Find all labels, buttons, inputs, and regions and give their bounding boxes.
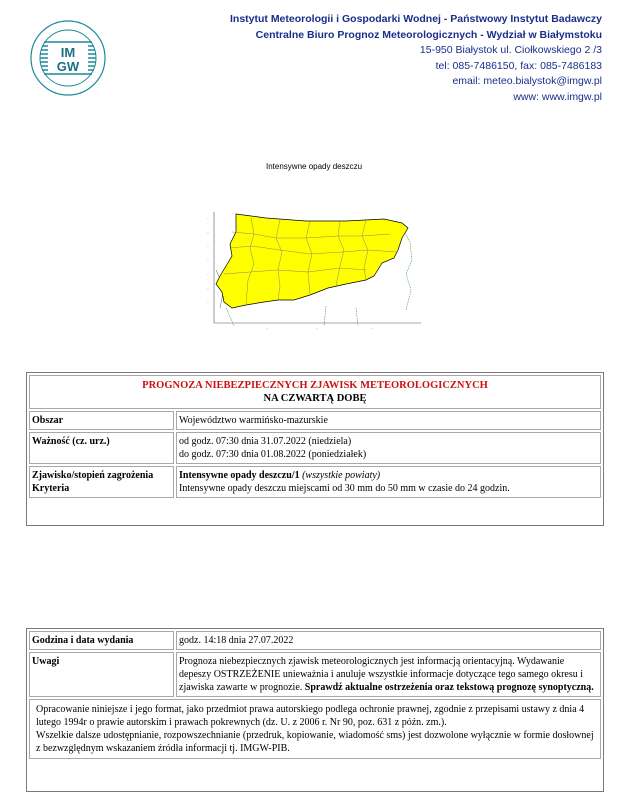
validity-to: do godz. 07:30 dnia 01.08.2022 (poniedziałek) — [179, 449, 367, 460]
issued-label: Godzina i data wydania — [29, 631, 174, 650]
institute-header — [202, 12, 602, 105]
svg-text:IM: IM — [60, 45, 76, 60]
region-shape — [216, 214, 408, 308]
warning-title-sub: NA CZWARTĄ DOBĘ — [263, 393, 367, 404]
svg-text:··: ·· — [207, 287, 210, 291]
svg-text:··: ·· — [316, 327, 319, 331]
criteria-label: Kryteria — [32, 483, 70, 494]
issue-table — [26, 628, 604, 792]
email: email: meteo.bialystok@imgw.pl — [452, 75, 602, 87]
warning-title-main: PROGNOZA NIEBEZPIECZNYCH ZJAWISK METEOROLOGICZNYCH — [142, 380, 488, 391]
svg-text:··: ·· — [207, 273, 210, 277]
phone-fax: tel: 085-7486150, fax: 085-7486183 — [435, 59, 602, 72]
address: 15-950 Białystok ul. Ciołkowskiego 2 /3 — [419, 44, 602, 56]
svg-text:··: ·· — [371, 327, 374, 331]
svg-text:··: ·· — [207, 217, 210, 221]
warning-table — [26, 372, 604, 526]
phenomenon-value: Intensywne opady deszczu/1 — [179, 470, 300, 481]
svg-text:··: ·· — [207, 245, 210, 249]
notes-bold: Sprawdź aktualne ostrzeżenia oraz tekstową prognozę synoptyczną. — [304, 682, 594, 693]
warning-map — [206, 208, 426, 343]
copyright-notice — [29, 699, 601, 759]
copyright-p2: Wszelkie dalsze udostępnianie, rozpowszechnianie (przedruk, kopiowanie, wiadomość sms) jest dozwolone wyłącznie w formie dosłownej z bezwzględnym wskazaniem źródła informacji tj. IMGW-PIB. — [36, 730, 594, 754]
svg-text:··: ·· — [207, 301, 210, 305]
copyright-p1: Opracowanie niniejsze i jego format, jako przedmiot prawa autorskiego podlega ochronie prawnej, zgodnie z przepisami ustawy z dnia 4 lutego 1994r o prawie autorskim i prawach pokrewnych (dz. U. z 2006 r. Nr 90, poz. 631 z późn. zm.). — [36, 704, 585, 728]
warning-title — [29, 375, 601, 409]
phenomenon-scope: (wszystkie powiaty) — [302, 470, 381, 481]
validity-value — [176, 432, 601, 464]
area-value: Województwo warmińsko-mazurskie — [176, 411, 601, 430]
website: www: www.imgw.pl — [513, 90, 602, 103]
office-name: Centralne Biuro Prognoz Meteorologicznych - Wydział w Białymstoku — [255, 28, 602, 41]
svg-text:··: ·· — [207, 231, 210, 235]
area-label: Obszar — [29, 411, 174, 430]
notes-label: Uwagi — [29, 652, 174, 697]
institute-name: Instytut Meteorologii i Gospodarki Wodnej - Państwowy Instytut Badawczy — [229, 13, 602, 25]
issued-value: godz. 14:18 dnia 27.07.2022 — [176, 631, 601, 650]
map-title: Intensywne opady deszczu — [266, 162, 363, 171]
criteria-value: Intensywne opady deszczu miejscami od 30 mm do 50 mm w czasie do 24 godzin. — [179, 483, 510, 494]
phenomenon-criteria-value — [176, 466, 601, 498]
notes-value — [176, 652, 601, 697]
phenomenon-criteria-label — [29, 466, 174, 498]
validity-label: Ważność (cz. urz.) — [29, 432, 174, 464]
validity-from: od godz. 07:30 dnia 31.07.2022 (niedziela) — [179, 436, 352, 447]
svg-text:··: ·· — [266, 327, 269, 331]
notes-text: Prognoza niebezpiecznych zjawisk meteorologicznych jest informacją orientacyjną. Wydawanie depeszy OSTRZEŻENIE unieważnia i anuluje wszystkie informacje dotyczące tego samego okresu i zjawiska zawarte w prognozie. — [179, 656, 584, 693]
imgw-logo — [30, 20, 106, 96]
svg-text:GW: GW — [56, 59, 80, 74]
svg-text:··: ·· — [207, 259, 210, 263]
phenomenon-label: Zjawisko/stopień zagrożenia — [32, 470, 154, 481]
